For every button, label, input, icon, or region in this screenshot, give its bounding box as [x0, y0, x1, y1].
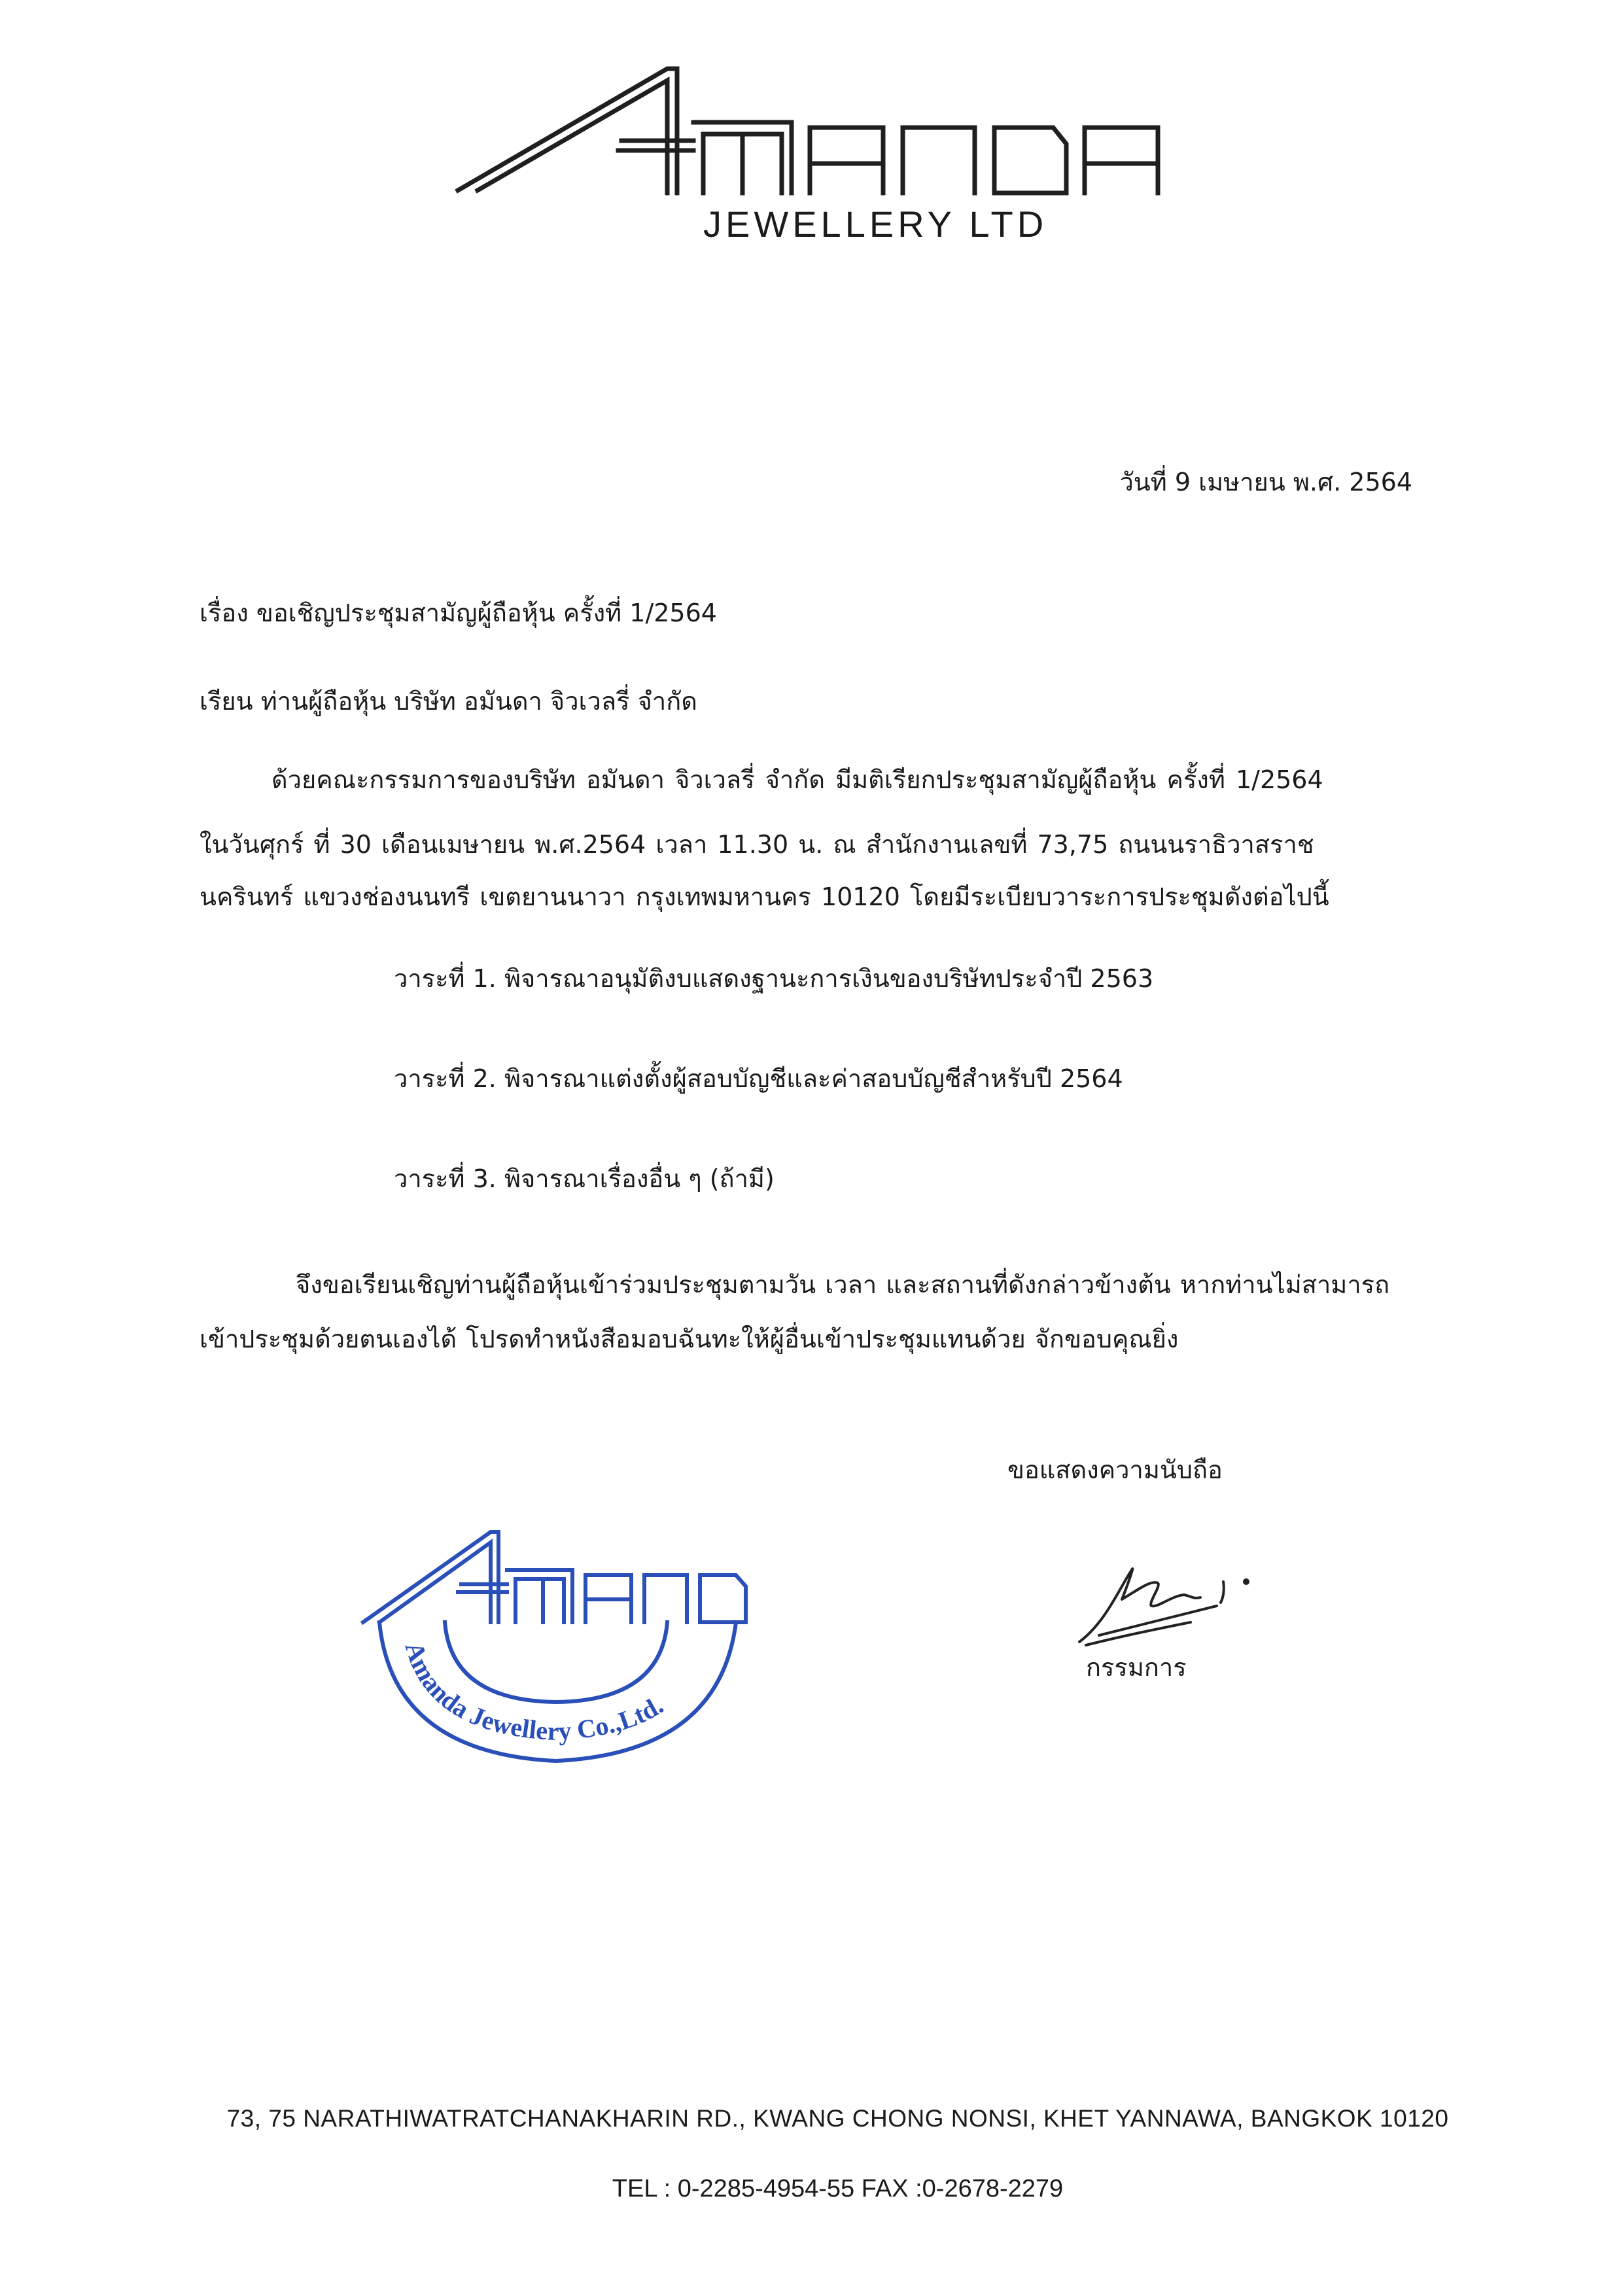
agenda-item: วาระที่ 3. พิจารณาเรื่องอื่น ๆ (ถ้ามี): [394, 1164, 775, 1193]
footer-address: 73, 75 NARATHIWATRATCHANAKHARIN RD., KWANG CHONG NONSI, KHET YANNAWA, BANGKOK 10120: [226, 2105, 1449, 2132]
company-stamp: [353, 1524, 759, 1773]
handwritten-signature-icon: [1060, 1544, 1282, 1655]
footer-contact: TEL : 0-2285-4954-55 FAX :0-2678-2279: [612, 2175, 1064, 2202]
paragraph-line: ในวันศุกร์ ที่ 30 เดือนเมษายน พ.ศ.2564 เวลา 11.30 น. ณ สำนักงานเลขที่ 73,75 ถนนนราธิวาสราช: [200, 830, 1314, 859]
letter-subject: เรื่อง ขอเชิญประชุมสามัญผู้ถือหุ้น ครั้งที่ 1/2564: [200, 599, 717, 627]
closing-phrase: ขอแสดงความนับถือ: [1007, 1455, 1223, 1484]
letter-salutation: เรียน ท่านผู้ถือหุ้น บริษัท อมันดา จิวเวลรี่ จำกัด: [200, 687, 697, 716]
stamp-seal-icon: [353, 1524, 759, 1773]
signatory-title: กรรมการ: [1086, 1653, 1187, 1682]
agenda-item: วาระที่ 2. พิจารณาแต่งตั้งผู้สอบบัญชีและค่าสอบบัญชีสำหรับปี 2564: [394, 1064, 1123, 1093]
paragraph-line: เข้าประชุมด้วยตนเองได้ โปรดทำหนังสือมอบฉันทะให้ผู้อื่นเข้าประชุมแทนด้วย จักขอบคุณยิ่ง: [200, 1325, 1179, 1353]
stamp-ring-text: Amanda Jewellery Co.,Ltd.: [399, 1638, 669, 1747]
paragraph-line: ด้วยคณะกรรมการของบริษัท อมันดา จิวเวลรี่ จำกัด มีมติเรียกประชุมสามัญผู้ถือหุ้น ครั้งที่ 1/2564: [271, 765, 1323, 794]
agenda-item: วาระที่ 1. พิจารณาอนุมัติงบแสดงฐานะการเงินของบริษัทประจำปี 2563: [394, 964, 1154, 993]
paragraph-line: นครินทร์ แขวงช่องนนทรี เขตยานนาวา กรุงเทพมหานคร 10120 โดยมีระเบียบวาระการประชุมดังต่อไปนี้: [200, 882, 1329, 911]
paragraph-line: จึงขอเรียนเชิญท่านผู้ถือหุ้นเข้าร่วมประชุมตามวัน เวลา และสถานที่ดังกล่าวข้างต้น หากท่านไม่สามารถ: [296, 1270, 1390, 1299]
letter-date: วันที่ 9 เมษายน พ.ศ. 2564: [1119, 468, 1412, 496]
company-subtitle: JEWELLERY LTD: [703, 203, 1048, 245]
signature: [1060, 1544, 1282, 1655]
